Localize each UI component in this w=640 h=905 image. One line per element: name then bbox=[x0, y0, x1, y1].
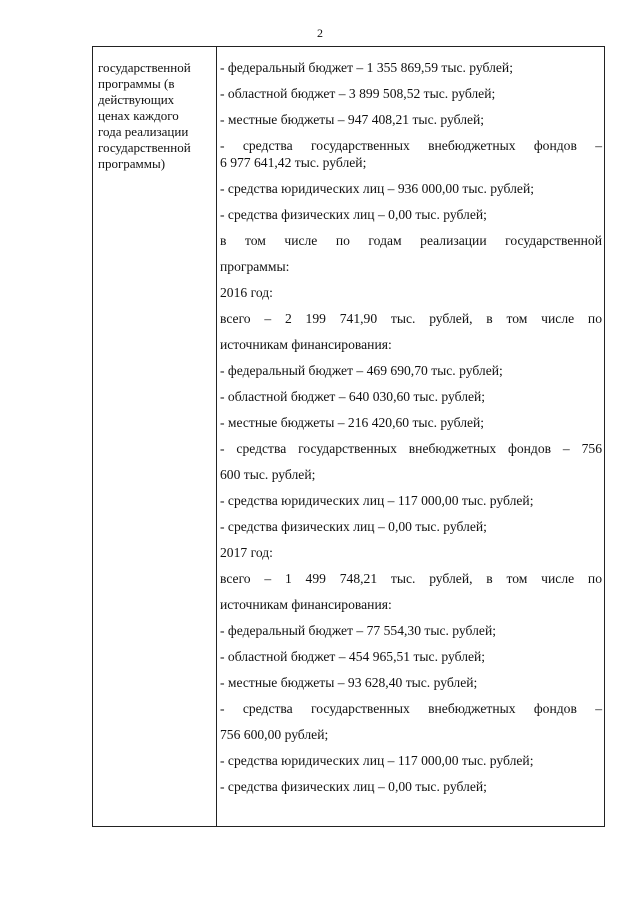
funding-line: в том числе по годам реализации государственной bbox=[220, 233, 602, 248]
funding-line: всего – 2 199 741,90 тыс. рублей, в том числе по bbox=[220, 311, 602, 326]
page-number: 2 bbox=[317, 26, 323, 40]
left-cell-line: программы) bbox=[98, 156, 166, 171]
funding-line: 756 600,00 рублей; bbox=[220, 727, 329, 742]
funding-line: источникам финансирования: bbox=[220, 597, 392, 612]
funding-line: - федеральный бюджет – 77 554,30 тыс. рублей; bbox=[220, 623, 496, 638]
left-cell-line: ценах каждого bbox=[98, 108, 179, 123]
column-divider bbox=[216, 47, 217, 826]
funding-line: - средства физических лиц – 0,00 тыс. рублей; bbox=[220, 779, 487, 794]
left-cell-line: государственной bbox=[98, 140, 191, 155]
left-cell-label bbox=[98, 60, 213, 172]
funding-line: - областной бюджет – 454 965,51 тыс. рублей; bbox=[220, 649, 486, 664]
funding-line: - средства государственных внебюджетных фондов – bbox=[220, 701, 602, 716]
left-cell-line: государственной bbox=[98, 60, 191, 75]
funding-line: - местные бюджеты – 216 420,60 тыс. рублей; bbox=[220, 415, 485, 430]
right-cell-content bbox=[220, 60, 602, 805]
funding-line: - федеральный бюджет – 469 690,70 тыс. рублей; bbox=[220, 363, 503, 378]
funding-line: - средства юридических лиц – 117 000,00 тыс. рублей; bbox=[220, 493, 534, 508]
funding-line: всего – 1 499 748,21 тыс. рублей, в том числе по bbox=[220, 571, 602, 586]
funding-line: 2016 год: bbox=[220, 285, 273, 300]
funding-line: - средства юридических лиц – 936 000,00 тыс. рублей; bbox=[220, 181, 534, 196]
funding-table bbox=[92, 46, 605, 827]
funding-line: - федеральный бюджет – 1 355 869,59 тыс. рублей; bbox=[220, 60, 513, 75]
funding-line: 6 977 641,42 тыс. рублей; bbox=[220, 155, 367, 170]
funding-line: - средства юридических лиц – 117 000,00 тыс. рублей; bbox=[220, 753, 534, 768]
funding-line: - местные бюджеты – 93 628,40 тыс. рублей; bbox=[220, 675, 478, 690]
funding-line: - средства государственных внебюджетных фондов – bbox=[220, 138, 602, 153]
funding-line: - местные бюджеты – 947 408,21 тыс. рублей; bbox=[220, 112, 485, 127]
funding-line: 600 тыс. рублей; bbox=[220, 467, 316, 482]
funding-line: программы: bbox=[220, 259, 290, 274]
funding-line: 2017 год: bbox=[220, 545, 273, 560]
funding-line: - областной бюджет – 3 899 508,52 тыс. рублей; bbox=[220, 86, 496, 101]
funding-line: - средства физических лиц – 0,00 тыс. рублей; bbox=[220, 207, 487, 222]
left-cell-line: программы (в bbox=[98, 76, 175, 91]
funding-line: - средства физических лиц – 0,00 тыс. рублей; bbox=[220, 519, 487, 534]
left-cell-line: действующих bbox=[98, 92, 175, 107]
funding-line: - областной бюджет – 640 030,60 тыс. рублей; bbox=[220, 389, 486, 404]
funding-line: - средства государственных внебюджетных фондов – 756 bbox=[220, 441, 602, 456]
left-cell-line: года реализации bbox=[98, 124, 189, 139]
funding-line: источникам финансирования: bbox=[220, 337, 392, 352]
